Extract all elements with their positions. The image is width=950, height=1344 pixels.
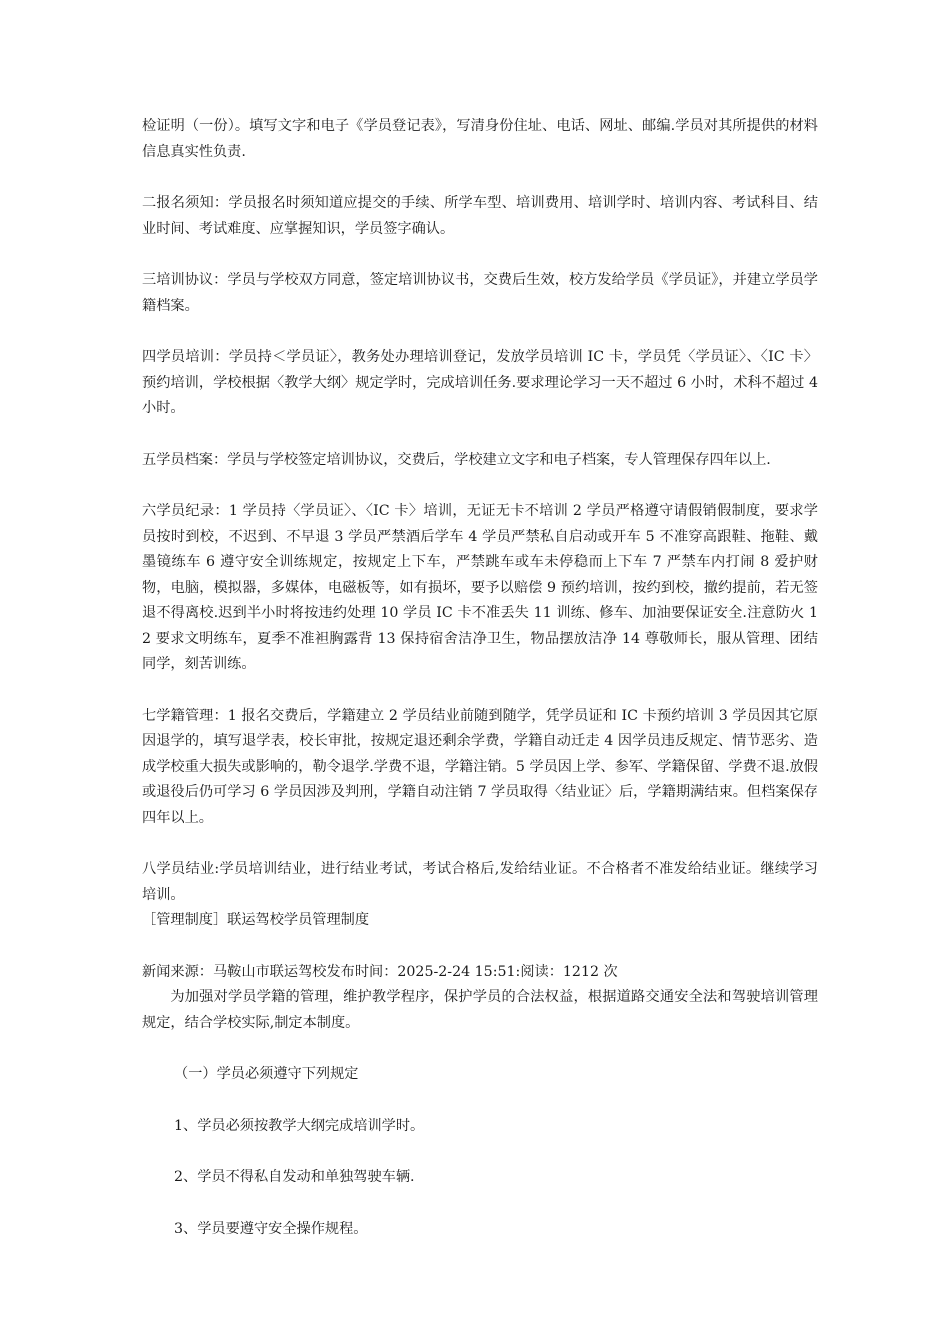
document-body [142, 114, 818, 1242]
rule-item-3: 3、学员要遵守安全操作规程。 [174, 1220, 368, 1237]
paragraph-training-agreement: 三培训协议：学员与学校双方同意，签定培训协议书，交费后生效，校方发给学员《学员证》，并建立学员学籍档案。 [142, 272, 818, 314]
rule-heading: （一）学员必须遵守下列规定 [174, 1066, 359, 1082]
news-meta: 新闻来源：马鞍山市联运驾校发布时间：2025-2-24 15:51:阅读：1212 次 [142, 963, 618, 980]
paragraph-registration-notice: 二报名须知：学员报名时须知道应提交的手续、所学车型、培训费用、培训学时、培训内容、考试科目、结业时间、考试难度、应掌握知识，学员签字确认。 [142, 195, 818, 237]
section-title: ［管理制度］联运驾校学员管理制度 [142, 912, 370, 928]
paragraph-student-training: 四学员培训：学员持＜学员证〉，教务处办理培训登记，发放学员培训 IC 卡，学员凭〈学员证〉、〈IC 卡〉预约培训，学校根据〈教学大纲〉规定学时，完成培训任务.要求理论学习一天不超过 6 小时，术科不超过 4 小时。 [142, 349, 818, 416]
paragraph-graduation: 八学员结业:学员培训结业，进行结业考试，考试合格后,发给结业证。不合格者不准发给结业证。继续学习培训。 [142, 861, 818, 903]
paragraph-intro: 为加强对学员学籍的管理，维护教学程序，保护学员的合法权益，根据道路交通安全法和驾驶培训管理规定，结合学校实际,制定本制度。 [142, 989, 818, 1031]
paragraph-student-discipline: 六学员纪录：1 学员持〈学员证〉、〈IC 卡〉培训，无证无卡不培训 2 学员严格遵守请假销假制度，要求学员按时到校，不迟到、不早退 3 学员严禁酒后学车 4 学员严禁私自启动或开车 5 不准穿高跟鞋、拖鞋、戴墨镜练车 6 遵守安全训练规定，按规定上下车，严禁跳车或车未停稳而上下车 7 严禁车内打闹 8 爱护财物，电脑，模拟器，多媒体，电磁板等，如有损坏，要予以赔偿 9 预约培训，按约到校，撤约提前，若无签退不得离校.迟到半小时将按违约处理 10 学员 IC 卡不准丢失 11 训练、修车、加油要保证安全.注意防火 12 要求文明练车，夏季不准袒胸露背 13 保持宿舍洁净卫生，物品摆放洁净 14 尊敬师长，服从管理、团结同学，刻苦训练。 [142, 503, 818, 672]
paragraph-student-archive: 五学员档案：学员与学校签定培训协议，交费后，学校建立文字和电子档案，专人管理保存四年以上. [142, 451, 771, 468]
paragraph-enrollment-management: 七学籍管理：1 报名交费后，学籍建立 2 学员结业前随到随学，凭学员证和 IC 卡预约培训 3 学员因其它原因退学的，填写退学表，校长审批，按规定退还剩余学费，学籍自动迁走 4 因学员违反规定、情节恶劣、造成学校重大损失或影响的，勒令退学.学费不退，学籍注销。5 学员因上学、参军、学籍保留、学费不退.放假或退役后仍可学习 6 学员因涉及判刑，学籍自动注销 7 学员取得〈结业证〉后，学籍期满结束。但档案保存四年以上。 [142, 707, 818, 826]
paragraph-registration-materials: 检证明（一份）。填写文字和电子《学员登记表》，写清身份住址、电话、网址、邮编.学员对其所提供的材料信息真实性负责. [142, 118, 818, 160]
rule-item-1: 1、学员必须按教学大纲完成培训学时。 [174, 1117, 425, 1134]
rule-item-2: 2、学员不得私自发动和单独驾驶车辆. [174, 1169, 415, 1185]
